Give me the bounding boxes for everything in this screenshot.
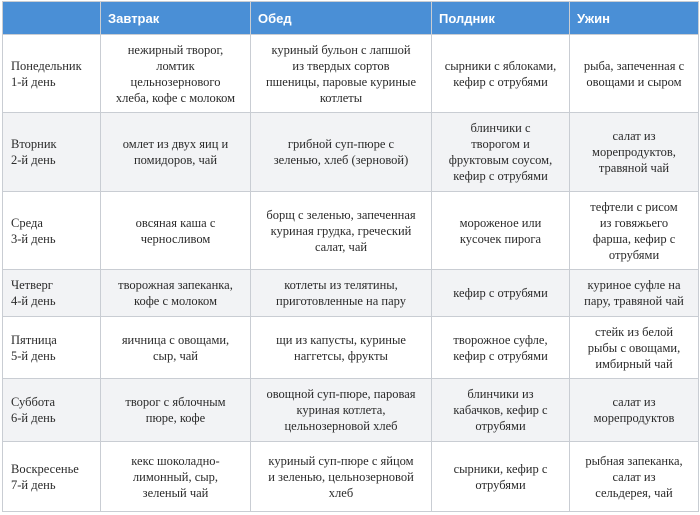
dinner-text-line: травяной чай <box>598 161 670 175</box>
lunch-cell <box>251 442 432 512</box>
breakfast-text-line: пюре, кофе <box>145 411 206 425</box>
lunch-text-line: из твердых сортов <box>292 58 390 73</box>
snack-cell <box>432 270 570 317</box>
lunch-text-line: салат, чай <box>314 239 368 254</box>
day-cell <box>3 192 101 270</box>
snack-cell <box>432 113 570 192</box>
dinner-text-line: из говяжьего <box>599 215 669 230</box>
dinner-text-line: рыба, запеченная с <box>583 58 685 73</box>
day-cell <box>3 35 101 113</box>
breakfast-text-line: зеленый чай <box>142 485 209 500</box>
lunch-text-line: куриный суп-пюре с яйцом <box>268 453 414 468</box>
snack-text-line: творожное суфле, <box>453 332 548 347</box>
dinner-text-line: рыбная запеканка, <box>585 453 683 468</box>
day-text-line: 3-й день <box>11 231 56 246</box>
lunch-text-line: щи из капусты, куриные <box>276 332 406 347</box>
lunch-text-line: хлеб <box>328 485 354 500</box>
breakfast-text-line: хлеба, кофе с молоком <box>115 90 236 105</box>
snack-text-line: кефир с отрубями <box>453 286 548 300</box>
dinner-text-line: имбирный чай <box>595 356 673 371</box>
snack-text-line: творогом и <box>471 137 530 151</box>
dinner-text-line: морепродуктов, <box>592 145 676 159</box>
snack-cell <box>432 317 570 379</box>
snack-cell <box>432 442 570 512</box>
lunch-text-line: грибной суп-пюре с <box>287 137 395 151</box>
breakfast-text-line: творожная запеканка, <box>118 278 233 292</box>
table-body <box>3 35 699 512</box>
lunch-text-line: куриный бульон с лапшой <box>271 42 411 57</box>
table-row <box>3 317 699 379</box>
snack-text-line: блинчики из <box>467 387 534 401</box>
day-cell <box>3 113 101 192</box>
lunch-text-line: пшеницы, паровые куриные <box>265 74 416 89</box>
day-cell <box>3 442 101 512</box>
day-cell <box>3 270 101 317</box>
snack-text-line: блинчики с <box>470 121 531 135</box>
breakfast-text-line: сыр, чай <box>153 348 198 363</box>
lunch-text-line: овощной суп-пюре, паровая <box>266 387 416 401</box>
lunch-cell <box>251 192 432 270</box>
snack-text-line: кусочек пирога <box>459 231 542 246</box>
lunch-text-line: цельнозерновой хлеб <box>284 419 398 433</box>
dinner-cell <box>570 270 699 317</box>
snack-text-line: кефир с отрубями <box>453 74 548 89</box>
dinner-text-line: сельдерея, чай <box>595 485 673 500</box>
table-row <box>3 192 699 270</box>
snack-text-line: сырники с яблоками, <box>444 58 557 73</box>
snack-cell <box>432 35 570 113</box>
breakfast-text-line: творог с яблочным <box>125 395 226 409</box>
breakfast-cell <box>101 113 251 192</box>
dinner-text-line: отрубями <box>608 247 660 262</box>
dinner-text-line: салат из <box>612 395 656 409</box>
lunch-text-line: куриная грудка, греческий <box>270 223 412 238</box>
dinner-cell <box>570 192 699 270</box>
snack-cell <box>432 379 570 442</box>
header-lunch: Обед <box>251 2 432 35</box>
lunch-cell <box>251 317 432 379</box>
table-row <box>3 379 699 442</box>
dinner-text-line: салат из <box>612 129 656 143</box>
day-text-line: Четверг <box>11 278 53 292</box>
weekly-meal-table <box>2 1 699 512</box>
lunch-text-line: и зеленью, цельнозерновой <box>268 469 414 484</box>
snack-text-line: мороженое или <box>459 215 542 230</box>
dinner-cell <box>570 317 699 379</box>
snack-text-line: кефир с отрубями <box>453 348 548 363</box>
lunch-text-line: борщ с зеленью, запеченная <box>266 207 416 222</box>
dinner-text-line: рыбы с овощами, <box>587 340 681 355</box>
snack-text-line: кабачков, кефир с <box>453 403 548 417</box>
day-text-line: 2-й день <box>11 153 56 167</box>
breakfast-cell <box>101 270 251 317</box>
day-text-line: Среда <box>11 215 43 230</box>
breakfast-text-line: яичница с овощами, <box>121 332 230 347</box>
day-text-line: Вторник <box>11 137 57 151</box>
day-text-line: Пятница <box>11 332 57 347</box>
day-text-line: 5-й день <box>11 348 56 363</box>
lunch-text-line: куриная котлета, <box>296 403 386 417</box>
snack-text-line: отрубями <box>475 419 526 433</box>
snack-text-line: сырники, кефир с <box>453 461 548 476</box>
breakfast-text-line: помидоров, чай <box>133 153 218 167</box>
day-text-line: 4-й день <box>11 294 56 308</box>
snack-text-line: кефир с отрубями <box>453 169 548 183</box>
table-row <box>3 270 699 317</box>
breakfast-text-line: ломтик <box>156 58 195 73</box>
table-row <box>3 35 699 113</box>
breakfast-cell <box>101 442 251 512</box>
snack-text-line: фруктовым соусом, <box>448 153 553 167</box>
dinner-cell <box>570 442 699 512</box>
day-text-line: Понедельник <box>11 58 82 73</box>
dinner-text-line: куриное суфле на <box>587 278 681 292</box>
header-dinner: Ужин <box>570 2 699 35</box>
lunch-cell <box>251 113 432 192</box>
lunch-text-line: зеленью, хлеб (зерновой) <box>273 153 409 167</box>
day-text-line: Суббота <box>11 395 56 409</box>
breakfast-text-line: лимонный, сыр, <box>132 469 219 484</box>
day-text-line: 7-й день <box>11 477 56 492</box>
table-row <box>3 113 699 192</box>
header-row <box>3 2 699 35</box>
dinner-text-line: фарша, кефир с <box>592 231 676 246</box>
day-text-line: 1-й день <box>11 74 56 89</box>
snack-text-line: отрубями <box>475 477 526 492</box>
dinner-cell <box>570 35 699 113</box>
day-cell <box>3 379 101 442</box>
breakfast-text-line: кекс шоколадно- <box>131 453 220 468</box>
dinner-text-line: пару, травяной чай <box>584 294 684 308</box>
breakfast-cell <box>101 379 251 442</box>
dinner-text-line: овощами и сыром <box>586 74 682 89</box>
breakfast-text-line: овсяная каша с <box>135 215 216 230</box>
header-breakfast: Завтрак <box>101 2 251 35</box>
dinner-text-line: морепродуктов <box>593 411 675 425</box>
table-row <box>3 442 699 512</box>
day-cell <box>3 317 101 379</box>
dinner-text-line: салат из <box>612 469 656 484</box>
breakfast-text-line: цельнозернового <box>130 74 221 89</box>
dinner-text-line: тефтели с рисом <box>590 199 678 214</box>
breakfast-cell <box>101 192 251 270</box>
lunch-text-line: котлеты <box>319 90 363 105</box>
lunch-text-line: приготовленные на пару <box>276 294 406 308</box>
lunch-text-line: котлеты из телятины, <box>284 278 398 292</box>
breakfast-text-line: кофе с молоком <box>134 294 217 308</box>
breakfast-cell <box>101 35 251 113</box>
lunch-cell <box>251 35 432 113</box>
snack-cell <box>432 192 570 270</box>
lunch-text-line: наггетсы, фрукты <box>294 348 388 363</box>
breakfast-text-line: нежирный творог, <box>127 42 224 57</box>
dinner-text-line: стейк из белой <box>594 324 674 339</box>
header-day <box>3 2 101 35</box>
breakfast-cell <box>101 317 251 379</box>
dinner-cell <box>570 379 699 442</box>
breakfast-text-line: омлет из двух яиц и <box>122 137 229 151</box>
lunch-cell <box>251 270 432 317</box>
lunch-cell <box>251 379 432 442</box>
day-text-line: 6-й день <box>11 411 56 425</box>
breakfast-text-line: черносливом <box>140 231 211 246</box>
dinner-cell <box>570 113 699 192</box>
day-text-line: Воскресенье <box>11 461 79 476</box>
header-snack: Полдник <box>432 2 570 35</box>
